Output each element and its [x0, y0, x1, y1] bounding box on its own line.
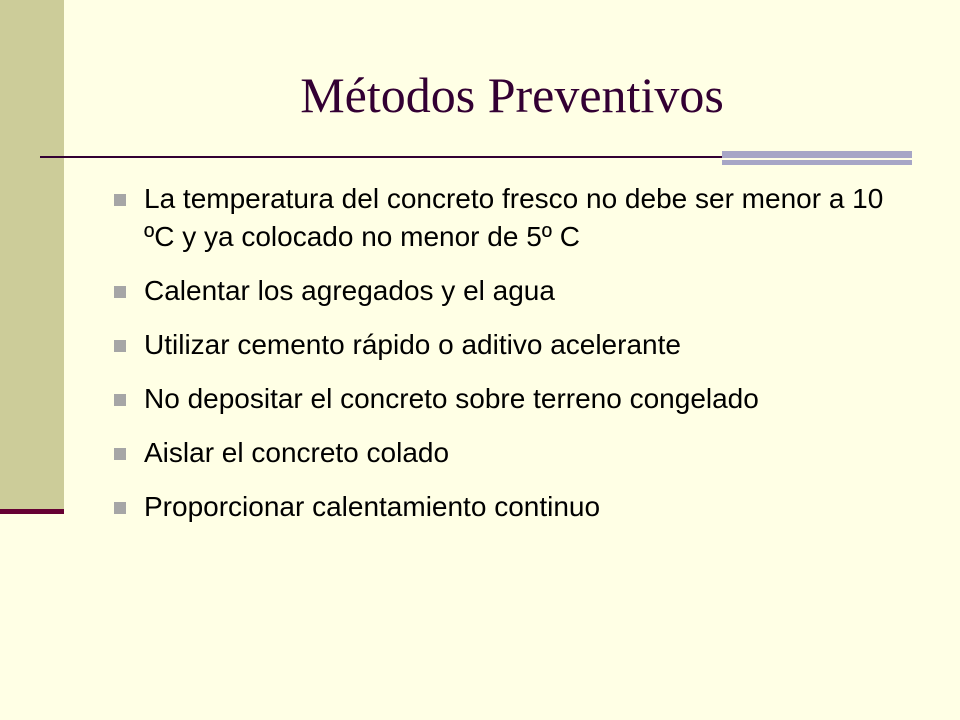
title-divider-accent [722, 151, 912, 158]
left-band-accent-line [0, 509, 64, 514]
bullet-item [110, 180, 890, 256]
bullet-text: Calentar los agregados y el agua [144, 275, 555, 306]
bullet-item [110, 380, 890, 418]
square-bullet-icon [114, 394, 126, 406]
title-divider-accent-lower [722, 160, 912, 165]
bullet-list [110, 180, 890, 542]
bullet-item [110, 272, 890, 310]
left-decorative-band [0, 0, 64, 512]
bullet-item [110, 434, 890, 472]
bullet-text: Proporcionar calentamiento continuo [144, 491, 601, 522]
square-bullet-icon [114, 194, 126, 206]
bullet-text: No depositar el concreto sobre terreno congelado [144, 383, 759, 414]
bullet-text: Utilizar cemento rápido o aditivo acelerante [144, 329, 681, 360]
square-bullet-icon [114, 502, 126, 514]
square-bullet-icon [114, 340, 126, 352]
slide-title: Métodos Preventivos [300, 67, 724, 123]
bullet-text: La temperatura del concreto fresco no debe ser menor a 10 ºC y ya colocado no menor de 5º C [144, 183, 884, 252]
square-bullet-icon [114, 286, 126, 298]
bullet-text: Aislar el concreto colado [144, 437, 450, 468]
square-bullet-icon [114, 448, 126, 460]
bullet-item [110, 488, 890, 526]
bullet-item [110, 326, 890, 364]
